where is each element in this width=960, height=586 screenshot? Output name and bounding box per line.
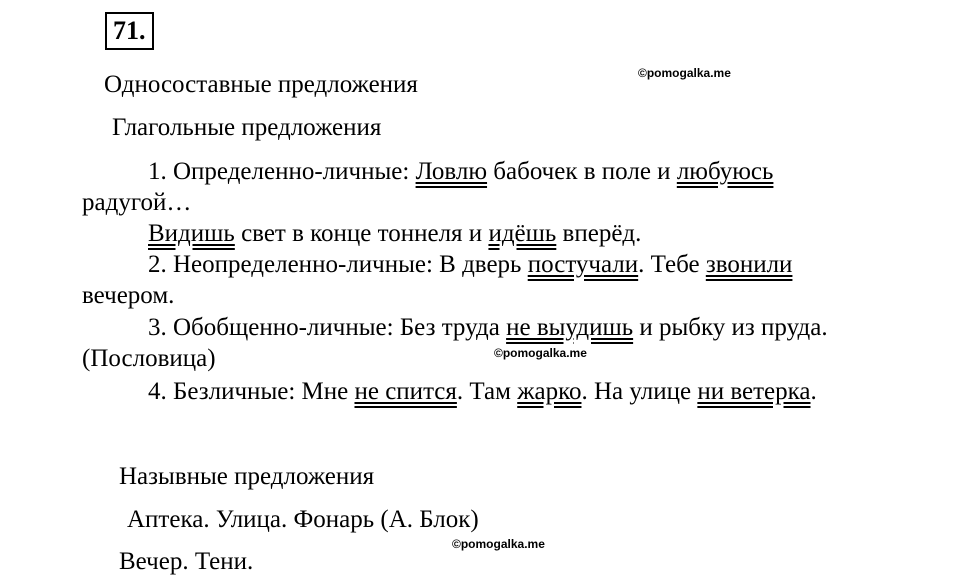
predicate: ни ветерка <box>697 378 811 405</box>
item-2-label: 2. Неопределенно-личные: В дверь <box>148 251 528 278</box>
item-2-line <box>148 250 792 280</box>
item-2-continuation: вечером. <box>82 282 175 309</box>
item-3-text: и рыбку из пруда. <box>633 314 828 341</box>
predicate: любуюсь <box>676 158 774 185</box>
item-3-label: 3. Обобщенно-личные: Без труда <box>148 314 507 341</box>
item-3-continuation: (Пословица) <box>82 345 216 372</box>
predicate: постучали <box>527 251 639 278</box>
nominal-example-1: Аптека. Улица. Фонарь (А. Блок) <box>127 506 479 533</box>
watermark: ©pomogalka.me <box>452 537 545 551</box>
watermark: ©pomogalka.me <box>638 66 731 80</box>
item-4-line <box>148 377 817 407</box>
section-heading: Односоставные предложения <box>104 71 418 98</box>
item-1-example-2 <box>148 219 641 249</box>
example-text: вперёд. <box>556 220 642 247</box>
predicate: Видишь <box>148 220 235 247</box>
item-4-text: . <box>810 378 817 405</box>
watermark: ©pomogalka.me <box>494 346 587 360</box>
item-4-text: . Там <box>456 378 518 405</box>
predicate: Ловлю <box>415 158 488 185</box>
predicate: идёшь <box>488 220 557 247</box>
predicate: жарко <box>517 378 582 405</box>
item-1-label: 1. Определенно-личные: <box>148 158 416 185</box>
exercise-number-box <box>105 12 154 50</box>
item-2-text: . Тебе <box>638 251 706 278</box>
verbal-heading: Глагольные предложения <box>112 114 382 141</box>
exercise-number-dot: . <box>139 16 146 45</box>
item-1-line <box>148 157 773 187</box>
nominal-heading: Назывные предложения <box>119 463 375 490</box>
predicate: звонили <box>705 251 793 278</box>
predicate: не спится <box>354 378 457 405</box>
example-text: свет в конце тоннеля и <box>234 220 489 247</box>
exercise-number: 71 <box>113 16 139 45</box>
item-3-line <box>148 313 828 343</box>
predicate: не выудишь <box>506 314 634 341</box>
item-4-label: 4. Безличные: Мне <box>148 378 355 405</box>
nominal-example-2: Вечер. Тени. <box>119 548 254 575</box>
item-1-text: бабочек в поле и <box>487 158 677 185</box>
item-4-text: . На улице <box>581 378 698 405</box>
item-1-continuation: радугой… <box>82 189 192 216</box>
